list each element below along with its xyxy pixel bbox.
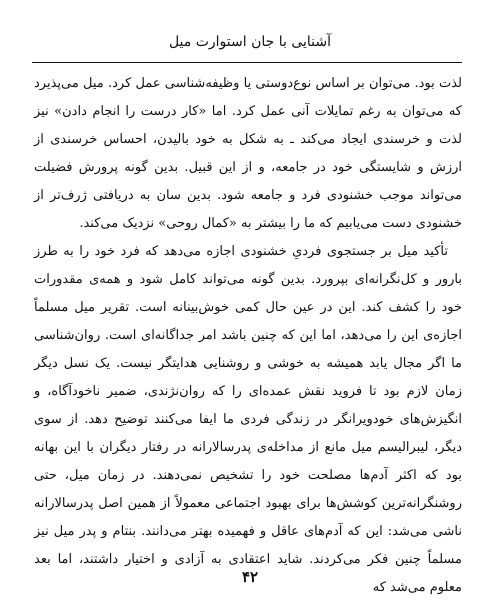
running-header: آشنایی با جان استوارت میل [168,34,332,50]
paragraph: تأکید میل بر جستجوی فردیِ خشنودی اجازه می‌دهد که فرد خود را به طرز بارور و کل‌نگرانه‌ای بپرورد. بدین گونه می‌تواند کامل شود و همه‌ی مقدورات خود را کشف کند. این در عین حال کمی خوش‌بینانه است. تقریر میل مسلماً اجازه‌ی این را می‌دهد، اما این که چنین باشد امر جداگانه‌ای است. روان‌شناسی ما اگر مجال یابد همیشه به خوشی و روشنایی هدایتگر نیست. یک نسل دیگر زمان لازم بود تا فروید نقش عمده‌ای را که روان‌نژندی، ضمیر ناخودآگاه، و انگیزش‌های خودویرانگر در زندگی فردی ما ایفا می‌کنند توضیح دهد. از سوی دیگر، لیبرالیسم میل مانع از مداخله‌ی پدرسالارانه در رفتار دیگران با این بهانه بود که اکثر آدم‌ها مصلحت خود را تشخیص نمی‌دهند. در زمان میل، حتی روشنگرانه‌ترین کوشش‌ها برای بهبود اجتماعی معمولاً از همین اصل پدرسالارانه ناشی می‌شد: این که آدم‌های عاقل و فهمیده بهتر می‌دانند. بنتام و پدر میل نیز مسلماً چنین فکر می‌کردند. شاید اعتقادی به آزادی و اختیار داشتند، اما بعد معلوم می‌شد که [34,244,462,595]
header-rule [32,62,462,63]
body-text [34,70,462,602]
paragraph: لذت بود. می‌توان بر اساس نوع‌دوستی یا وظیفه‌شناسی عمل کرد. میل می‌پذیرد که می‌توان به رغم تمایلات آنی عمل کرد. اما «کار درست را انجام دادن» نیز لذت و خرسندی ایجاد می‌کند ـ به شکل به خود بالیدن، احساس خرسندی از ارزش و شایستگی خود در جامعه، و از این قبیل. بدین گونه پرورش فضیلت می‌تواند موجب خشنودی فرد و جامعه شود. بدین سان به دریافتی ژرف‌تر از خشنودی دست می‌یابیم که ما را بیشتر به «کمال روحی» نزدیک می‌کند. [34,76,462,231]
page-number: ۴۲ [241,568,259,586]
